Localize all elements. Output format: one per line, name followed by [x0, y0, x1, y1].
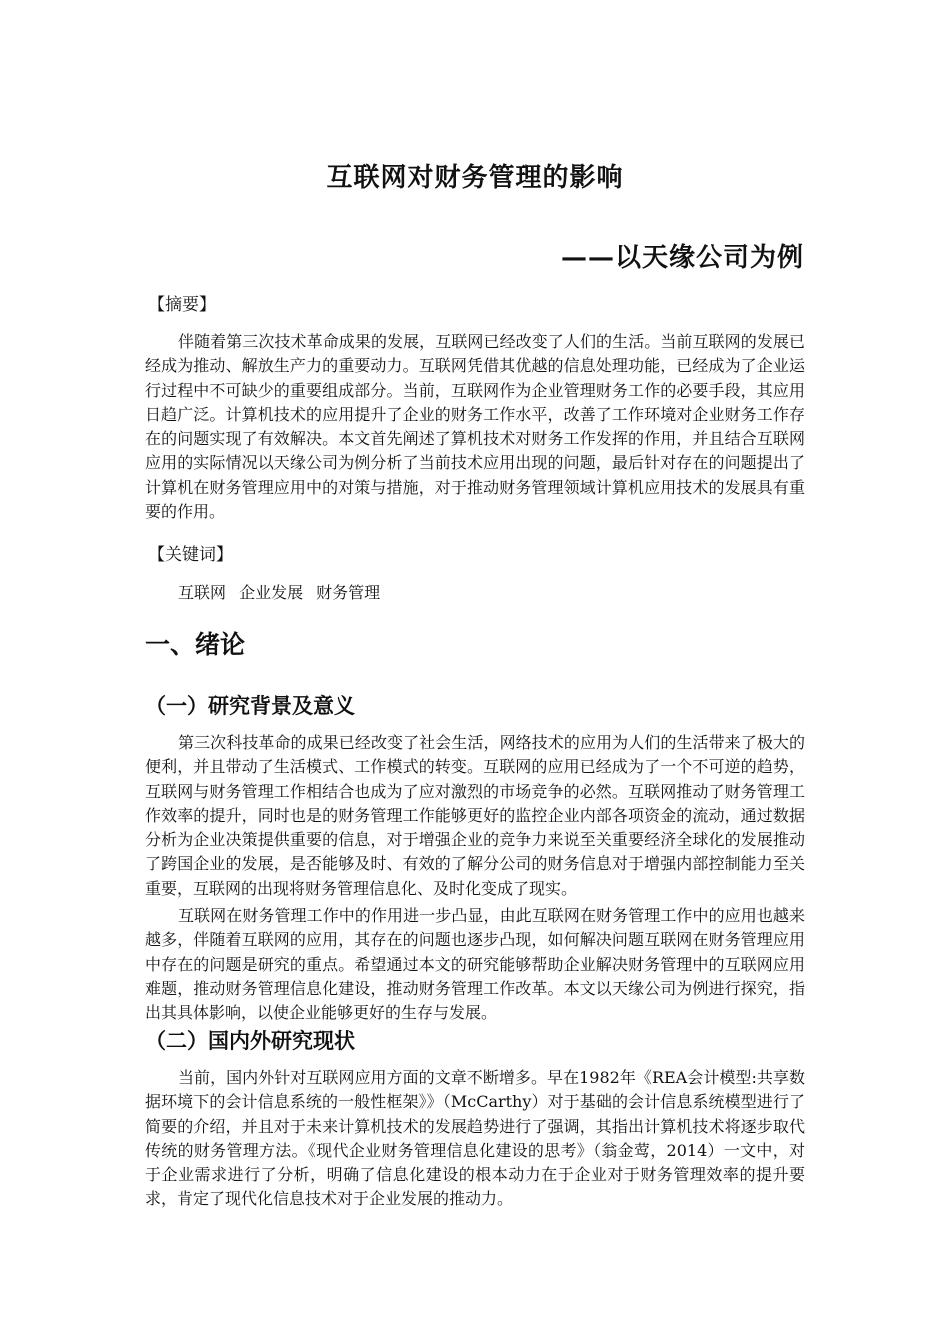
subsection-heading-research-status: （二）国内外研究现状 — [145, 1028, 355, 1053]
section-heading-introduction: 一、绪论 — [145, 630, 246, 659]
document-subtitle: ——以天缘公司为例 — [560, 243, 804, 273]
background-paragraph-2: 互联网在财务管理工作中的作用进一步凸显，由此互联网在财务管理工作中的应用也越来越多，伴随着互联网的应用，其存在的问题也逐步凸现，如何解决问题互联网在财务管理应用中存在的问题是研究的重点。希望通过本文的研究能够帮助企业解决财务管理中的互联网应用难题，推动财务管理信息化建设，推动财务管理工作改革。本文以天缘公司为例进行探究，指出其具体影响，以使企业能够更好的生存与发展。 — [145, 906, 805, 1023]
research-status-paragraph: 当前，国内外针对互联网应用方面的文章不断增多。早在1982年《REA会计模型:共享数据环境下的会计信息系统的一般性框架》》（McCarthy）对于基础的会计信息系统模型进行了简要的介绍，并且对于未来计算机技术的发展趋势进行了强调，其指出计算机技术将逐步取代传统的财务管理方法。《现代企业财务管理信息化建设的思考》（翁金莺，2014）一文中，对于企业需求进行了分析，明确了信息化建设的根本动力在于企业对于财务管理效率的提升要求，肯定了现代化信息技术对于企业发展的推动力。 — [145, 1068, 805, 1209]
document-title: 互联网对财务管理的影响 — [326, 163, 624, 193]
keywords-text: 互联网 企业发展 财务管理 — [178, 583, 381, 602]
subsection-heading-background: （一）研究背景及意义 — [145, 693, 355, 718]
abstract-label: 【摘要】 — [148, 295, 216, 315]
background-paragraph-1: 第三次科技革命的成果已经改变了社会生活，网络技术的应用为人们的生活带来了极大的便利，并且带动了生活模式、工作模式的转变。互联网的应用已经成为了一个不可逆的趋势，互联网与财务管理工作相结合也成为了应对激烈的市场竞争的必然。互联网推动了财务管理工作效率的提升，同时也是的财务管理工作能够更好的监控企业内部各项资金的流动，通过数据分析为企业决策提供重要的信息，对于增强企业的竞争力来说至关重要经济全球化的发展推动了跨国企业的发展，是否能够及时、有效的了解分公司的财务信息对于增强内部控制能力至关重要，互联网的出现将财务管理信息化、及时化变成了现实。 — [145, 733, 805, 898]
abstract-text: 伴随着第三次技术革命成果的发展，互联网已经改变了人们的生活。当前互联网的发展已经成为推动、解放生产力的重要动力。互联网凭借其优越的信息处理功能，已经成为了企业运行过程中不可缺少的重要组成部分。当前，互联网作为企业管理财务工作的必要手段，其应用日趋广泛。计算机技术的应用提升了企业的财务工作水平，改善了工作环境对企业财务工作存在的问题实现了有效解决。本文首先阐述了算机技术对财务工作发挥的作用，并且结合互联网应用的实际情况以天缘公司为例分析了当前技术应用出现的问题，最后针对存在的问题提出了计算机在财务管理应用中的对策与措施，对于推动财务管理领域计算机应用技术的发展具有重要的作用。 — [145, 332, 805, 522]
keywords-label: 【关键词】 — [148, 545, 233, 565]
